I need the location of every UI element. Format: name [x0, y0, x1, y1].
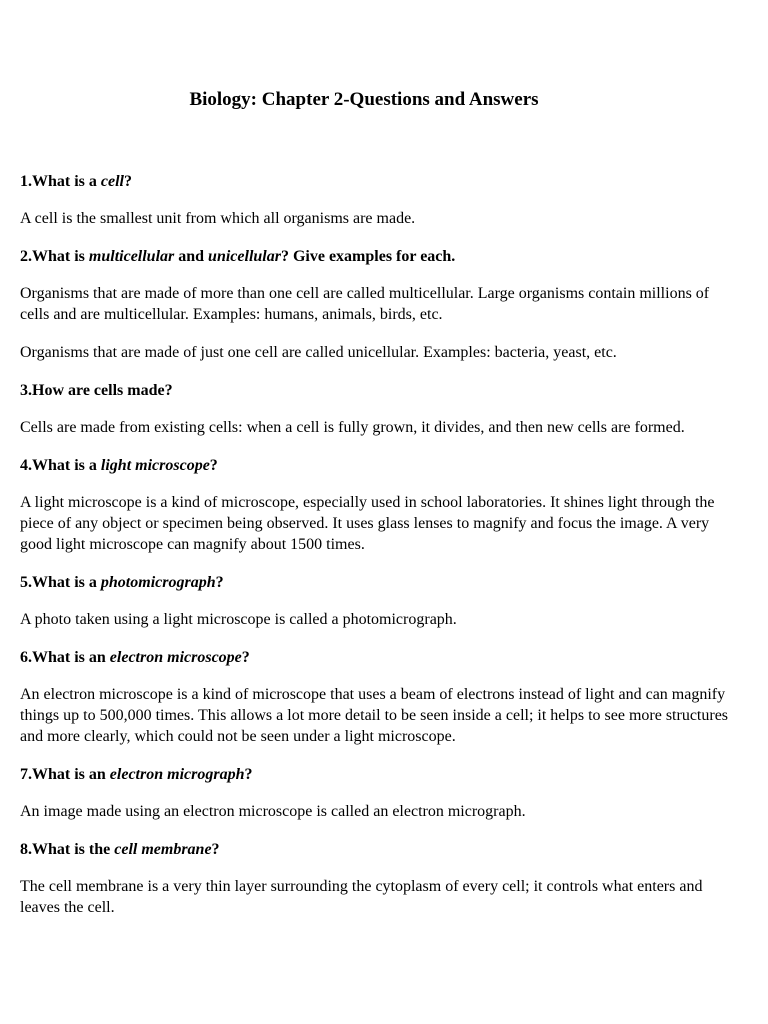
answer-2-1: Organisms that are made of more than one cell are called multicellular. Large organisms contain millions of cells and are multicellular. Examples: humans, animals, birds, etc. [20, 285, 710, 323]
question-text: 4.What is a [20, 457, 101, 474]
question-term: unicellular [208, 248, 281, 265]
answer-3: Cells are made from existing cells: when a cell is fully grown, it divides, and then new cells are formed. [20, 419, 685, 436]
question-text: ? [124, 173, 132, 190]
answer-7: An image made using an electron microscope is called an electron micrograph. [20, 803, 526, 820]
question-8 [20, 839, 742, 860]
answer-1: A cell is the smallest unit from which all organisms are made. [20, 210, 416, 227]
question-text: ? [211, 841, 220, 858]
question-text: 8.What is the [20, 841, 115, 858]
answer-2-2: Organisms that are made of just one cell are called unicellular. Examples: bacteria, yeast, etc. [20, 344, 617, 361]
question-text: ? [215, 574, 224, 591]
question-term: electron micrograph [109, 766, 245, 783]
question-term: cell membrane [114, 841, 212, 858]
question-term: cell [100, 173, 124, 190]
question-text: 2.What is [20, 248, 89, 265]
question-text: 3.How are cells made? [20, 382, 173, 399]
question-term: electron microscope [109, 649, 242, 666]
answer-6: An electron microscope is a kind of microscope that uses a beam of electrons instead of light and can magnify things up to 500,000 times. This allows a lot more detail to be seen inside a cell; it helps to see more structures and more clearly, which could not be seen under a light microscope. [20, 686, 729, 745]
question-2 [20, 246, 742, 267]
question-text: and [174, 248, 209, 265]
question-text: 6.What is an [20, 649, 110, 666]
question-3 [20, 380, 742, 401]
question-text: ? [209, 457, 218, 474]
qa-list [20, 171, 742, 935]
question-4 [20, 455, 742, 476]
question-1 [20, 171, 742, 192]
question-text: 1.What is a [20, 173, 101, 190]
question-7 [20, 764, 742, 785]
question-term: multicellular [88, 248, 175, 265]
answer-5: A photo taken using a light microscope is called a photomicrograph. [20, 611, 457, 628]
question-text: 7.What is an [20, 766, 110, 783]
question-text: ? Give examples for each. [280, 248, 456, 265]
answer-4: A light microscope is a kind of microscope, especially used in school laboratories. It shines light through the piece of any object or specimen being observed. It uses glass lenses to magnify and focus the image. A very good light microscope can magnify about 1500 times. [20, 494, 715, 553]
answer-8: The cell membrane is a very thin layer surrounding the cytoplasm of every cell; it controls what enters and leaves the cell. [20, 878, 703, 916]
question-term: photomicrograph [100, 574, 216, 591]
document-title: Biology: Chapter 2-Questions and Answers [189, 89, 539, 110]
question-text: 5.What is a [20, 574, 101, 591]
question-text: ? [241, 649, 250, 666]
question-text: ? [244, 766, 253, 783]
question-term: light microscope [100, 457, 210, 474]
question-6 [20, 647, 742, 668]
question-5 [20, 572, 742, 593]
